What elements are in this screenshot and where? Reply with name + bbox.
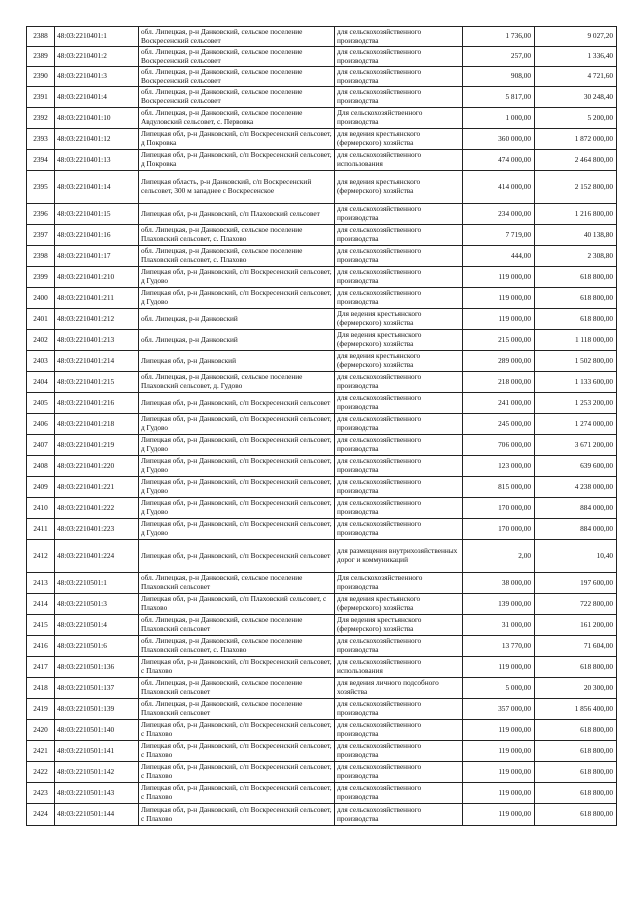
row-number: 2421: [27, 741, 55, 762]
cadastral-value: 10,40: [535, 540, 617, 573]
table-row: [27, 330, 617, 351]
cadastral-number: 48:03:2210401:218: [55, 414, 139, 435]
cadastral-value: 161 200,00: [535, 615, 617, 636]
parcel-area: 289 000,00: [463, 351, 535, 372]
row-number: 2422: [27, 762, 55, 783]
parcel-area: 218 000,00: [463, 372, 535, 393]
parcel-area: 1 736,00: [463, 27, 535, 47]
parcel-area: 5 000,00: [463, 678, 535, 699]
parcel-area: 706 000,00: [463, 435, 535, 456]
parcel-address: обл. Липецкая, р-н Данковский, сельское поселение Плаховский сельсовет: [139, 573, 335, 594]
parcel-address: Липецкая обл, р-н Данковский, с/п Воскресенский сельсовет, с Плахово: [139, 741, 335, 762]
table-row: [27, 47, 617, 67]
table-row: [27, 477, 617, 498]
parcel-area: 119 000,00: [463, 783, 535, 804]
parcel-address: обл. Липецкая, р-н Данковский, сельское поселение Воскресенский сельсовет: [139, 87, 335, 108]
permitted-use: для сельскохозяйственного производства: [335, 87, 463, 108]
table-row: [27, 414, 617, 435]
cadastral-value: 1 274 000,00: [535, 414, 617, 435]
parcel-address: Липецкая обл, р-н Данковский, с/п Воскресенский сельсовет, с Плахово: [139, 804, 335, 826]
cadastral-number: 48:03:2210501:4: [55, 615, 139, 636]
parcel-address: Липецкая обл, р-н Данковский, с/п Воскресенский сельсовет, д Гудово: [139, 435, 335, 456]
parcel-area: 119 000,00: [463, 804, 535, 826]
cadastral-number: 48:03:2210401:213: [55, 330, 139, 351]
parcel-area: 234 000,00: [463, 204, 535, 225]
row-number: 2405: [27, 393, 55, 414]
permitted-use: для сельскохозяйственного производства: [335, 720, 463, 741]
table-row: [27, 573, 617, 594]
parcel-area: 215 000,00: [463, 330, 535, 351]
permitted-use: для сельскохозяйственного использования: [335, 150, 463, 171]
cadastral-number: 48:03:2210401:2: [55, 47, 139, 67]
table-row: [27, 540, 617, 573]
parcel-area: 38 000,00: [463, 573, 535, 594]
cadastral-number: 48:03:2210501:3: [55, 594, 139, 615]
parcel-address: Липецкая обл, р-н Данковский, с/п Воскресенский сельсовет: [139, 540, 335, 573]
permitted-use: для сельскохозяйственного использования: [335, 657, 463, 678]
row-number: 2411: [27, 519, 55, 540]
row-number: 2415: [27, 615, 55, 636]
row-number: 2393: [27, 129, 55, 150]
cadastral-number: 48:03:2210501:140: [55, 720, 139, 741]
row-number: 2394: [27, 150, 55, 171]
table-row: [27, 27, 617, 47]
permitted-use: для сельскохозяйственного производства: [335, 699, 463, 720]
cadastral-value: 3 671 200,00: [535, 435, 617, 456]
cadastral-value: 5 200,00: [535, 108, 617, 129]
parcel-area: 119 000,00: [463, 267, 535, 288]
cadastral-value: 1 118 000,00: [535, 330, 617, 351]
permitted-use: для сельскохозяйственного производства: [335, 246, 463, 267]
parcel-address: обл. Липецкая, р-н Данковский, сельское поселение Воскресенский сельсовет: [139, 47, 335, 67]
parcel-address: Липецкая обл, р-н Данковский, с/п Плаховский сельсовет, с Плахово: [139, 594, 335, 615]
permitted-use: для ведения личного подсобного хозяйства: [335, 678, 463, 699]
parcel-address: обл. Липецкая, р-н Данковский, сельское поселение Воскресенский сельсовет: [139, 67, 335, 87]
row-number: 2407: [27, 435, 55, 456]
parcel-address: Липецкая область, р-н Данковский, с/п Воскресенский сельсовет, 300 м западнее с Воскресенское: [139, 171, 335, 204]
parcel-area: 257,00: [463, 47, 535, 67]
parcel-address: Липецкая обл, р-н Данковский, с/п Воскресенский сельсовет, д Гудово: [139, 456, 335, 477]
table-row: [27, 657, 617, 678]
permitted-use: для сельскохозяйственного производства: [335, 47, 463, 67]
cadastral-number: 48:03:2210401:17: [55, 246, 139, 267]
permitted-use: Для ведения крестьянского (фермерского) хозяйства: [335, 309, 463, 330]
cadastral-number: 48:03:2210401:3: [55, 67, 139, 87]
permitted-use: для сельскохозяйственного производства: [335, 288, 463, 309]
parcel-address: обл. Липецкая, р-н Данковский, сельское поселение Плаховский сельсовет, с. Плахово: [139, 246, 335, 267]
table-row: [27, 393, 617, 414]
cadastral-value: 618 800,00: [535, 741, 617, 762]
permitted-use: для сельскохозяйственного производства: [335, 435, 463, 456]
permitted-use: для сельскохозяйственного производства: [335, 741, 463, 762]
permitted-use: для сельскохозяйственного производства: [335, 477, 463, 498]
cadastral-value: 639 600,00: [535, 456, 617, 477]
row-number: 2397: [27, 225, 55, 246]
permitted-use: для ведения крестьянского (фермерского) хозяйства: [335, 351, 463, 372]
table-row: [27, 372, 617, 393]
parcel-address: обл. Липецкая, р-н Данковский, сельское поселение Плаховский сельсовет, д. Гудово: [139, 372, 335, 393]
row-number: 2408: [27, 456, 55, 477]
cadastral-number: 48:03:2210501:139: [55, 699, 139, 720]
parcel-area: 360 000,00: [463, 129, 535, 150]
row-number: 2424: [27, 804, 55, 826]
cadastral-value: 71 604,00: [535, 636, 617, 657]
cadastral-value: 618 800,00: [535, 309, 617, 330]
parcel-address: обл. Липецкая, р-н Данковский, сельское поселение Плаховский сельсовет: [139, 678, 335, 699]
table-row: [27, 783, 617, 804]
cadastral-number: 48:03:2210401:220: [55, 456, 139, 477]
parcel-address: Липецкая обл, р-н Данковский, с/п Воскресенский сельсовет, с Плахово: [139, 720, 335, 741]
parcel-address: Липецкая обл, р-н Данковский, с/п Воскресенский сельсовет, д Гудово: [139, 288, 335, 309]
land-parcels-table: [26, 26, 617, 826]
row-number: 2412: [27, 540, 55, 573]
cadastral-value: 1 336,40: [535, 47, 617, 67]
permitted-use: для сельскохозяйственного производства: [335, 519, 463, 540]
parcel-area: 444,00: [463, 246, 535, 267]
row-number: 2403: [27, 351, 55, 372]
table-row: [27, 87, 617, 108]
table-row: [27, 699, 617, 720]
table-row: [27, 129, 617, 150]
row-number: 2410: [27, 498, 55, 519]
permitted-use: для сельскохозяйственного производства: [335, 636, 463, 657]
permitted-use: для ведения крестьянского (фермерского) хозяйства: [335, 171, 463, 204]
cadastral-value: 4 238 000,00: [535, 477, 617, 498]
parcel-address: обл. Липецкая, р-н Данковский, сельское поселение Воскресенский сельсовет: [139, 27, 335, 47]
table-row: [27, 498, 617, 519]
cadastral-number: 48:03:2210401:223: [55, 519, 139, 540]
cadastral-value: 884 000,00: [535, 498, 617, 519]
parcel-area: 245 000,00: [463, 414, 535, 435]
permitted-use: Для сельскохозяйственного производства: [335, 108, 463, 129]
cadastral-number: 48:03:2210401:222: [55, 498, 139, 519]
permitted-use: для сельскохозяйственного производства: [335, 498, 463, 519]
cadastral-number: 48:03:2210401:219: [55, 435, 139, 456]
permitted-use: для сельскохозяйственного производства: [335, 804, 463, 826]
cadastral-value: 9 027,20: [535, 27, 617, 47]
parcel-area: 357 000,00: [463, 699, 535, 720]
parcel-area: 241 000,00: [463, 393, 535, 414]
row-number: 2420: [27, 720, 55, 741]
parcel-address: Липецкая обл, р-н Данковский, с/п Воскресенский сельсовет, д Покровка: [139, 129, 335, 150]
table-row: [27, 204, 617, 225]
cadastral-value: 1 872 000,00: [535, 129, 617, 150]
table-row: [27, 741, 617, 762]
table-row: [27, 615, 617, 636]
parcel-address: Липецкая обл, р-н Данковский, с/п Воскресенский сельсовет, д Гудово: [139, 267, 335, 288]
row-number: 2406: [27, 414, 55, 435]
parcel-area: 7 719,00: [463, 225, 535, 246]
cadastral-number: 48:03:2210401:215: [55, 372, 139, 393]
parcel-area: 1 000,00: [463, 108, 535, 129]
cadastral-number: 48:03:2210401:210: [55, 267, 139, 288]
cadastral-number: 48:03:2210401:13: [55, 150, 139, 171]
cadastral-number: 48:03:2210401:212: [55, 309, 139, 330]
table-row: [27, 594, 617, 615]
table-row: [27, 309, 617, 330]
parcel-address: Липецкая обл, р-н Данковский, с/п Воскресенский сельсовет, д Гудово: [139, 519, 335, 540]
row-number: 2417: [27, 657, 55, 678]
parcel-address: обл. Липецкая, р-н Данковский, сельское поселение Плаховский сельсовет, с. Плахово: [139, 225, 335, 246]
permitted-use: для сельскохозяйственного производства: [335, 225, 463, 246]
cadastral-value: 618 800,00: [535, 783, 617, 804]
permitted-use: для сельскохозяйственного производства: [335, 67, 463, 87]
table-row: [27, 108, 617, 129]
row-number: 2389: [27, 47, 55, 67]
parcel-area: 31 000,00: [463, 615, 535, 636]
cadastral-number: 48:03:2210401:216: [55, 393, 139, 414]
parcel-area: 13 770,00: [463, 636, 535, 657]
parcel-address: обл. Липецкая, р-н Данковский, сельское поселение Плаховский сельсовет, с. Плахово: [139, 636, 335, 657]
table-body: [27, 27, 617, 826]
row-number: 2395: [27, 171, 55, 204]
permitted-use: для сельскохозяйственного производства: [335, 27, 463, 47]
cadastral-value: 2 464 800,00: [535, 150, 617, 171]
cadastral-number: 48:03:2210401:4: [55, 87, 139, 108]
parcel-area: 119 000,00: [463, 741, 535, 762]
row-number: 2399: [27, 267, 55, 288]
cadastral-number: 48:03:2210401:14: [55, 171, 139, 204]
cadastral-number: 48:03:2210501:6: [55, 636, 139, 657]
table-row: [27, 720, 617, 741]
table-row: [27, 150, 617, 171]
permitted-use: для размещения внутрихозяйственных дорог и коммуникаций: [335, 540, 463, 573]
parcel-area: 119 000,00: [463, 288, 535, 309]
row-number: 2388: [27, 27, 55, 47]
row-number: 2391: [27, 87, 55, 108]
cadastral-value: 20 300,00: [535, 678, 617, 699]
permitted-use: для ведения крестьянского (фермерского) хозяйства: [335, 594, 463, 615]
cadastral-value: 30 248,40: [535, 87, 617, 108]
cadastral-number: 48:03:2210401:1: [55, 27, 139, 47]
table-row: [27, 67, 617, 87]
cadastral-number: 48:03:2210401:16: [55, 225, 139, 246]
parcel-address: Липецкая обл, р-н Данковский, с/п Воскресенский сельсовет, с Плахово: [139, 762, 335, 783]
row-number: 2392: [27, 108, 55, 129]
parcel-address: Липецкая обл, р-н Данковский, с/п Воскресенский сельсовет, д Гудово: [139, 498, 335, 519]
cadastral-value: 1 502 800,00: [535, 351, 617, 372]
cadastral-value: 1 133 600,00: [535, 372, 617, 393]
cadastral-value: 722 800,00: [535, 594, 617, 615]
cadastral-value: 2 152 800,00: [535, 171, 617, 204]
permitted-use: Для ведения крестьянского (фермерского) хозяйства: [335, 330, 463, 351]
parcel-address: Липецкая обл, р-н Данковский: [139, 351, 335, 372]
parcel-address: обл. Липецкая, р-н Данковский, сельское поселение Плаховский сельсовет: [139, 615, 335, 636]
row-number: 2390: [27, 67, 55, 87]
cadastral-number: 48:03:2210501:142: [55, 762, 139, 783]
cadastral-number: 48:03:2210501:1: [55, 573, 139, 594]
table-row: [27, 171, 617, 204]
parcel-area: 119 000,00: [463, 309, 535, 330]
table-row: [27, 636, 617, 657]
cadastral-value: 40 138,80: [535, 225, 617, 246]
cadastral-value: 1 216 800,00: [535, 204, 617, 225]
parcel-address: обл. Липецкая, р-н Данковский: [139, 309, 335, 330]
cadastral-value: 2 308,80: [535, 246, 617, 267]
parcel-address: Липецкая обл, р-н Данковский, с/п Воскресенский сельсовет, д Гудово: [139, 477, 335, 498]
cadastral-number: 48:03:2210401:221: [55, 477, 139, 498]
cadastral-number: 48:03:2210501:136: [55, 657, 139, 678]
cadastral-value: 4 721,60: [535, 67, 617, 87]
cadastral-value: 197 600,00: [535, 573, 617, 594]
permitted-use: для сельскохозяйственного производства: [335, 414, 463, 435]
row-number: 2396: [27, 204, 55, 225]
table-row: [27, 435, 617, 456]
row-number: 2423: [27, 783, 55, 804]
table-row: [27, 246, 617, 267]
parcel-address: Липецкая обл, р-н Данковский, с/п Плаховский сельсовет: [139, 204, 335, 225]
table-row: [27, 519, 617, 540]
table-row: [27, 351, 617, 372]
cadastral-number: 48:03:2210401:214: [55, 351, 139, 372]
parcel-address: Липецкая обл, р-н Данковский, с/п Воскресенский сельсовет: [139, 393, 335, 414]
cadastral-value: 618 800,00: [535, 267, 617, 288]
parcel-area: 414 000,00: [463, 171, 535, 204]
parcel-address: Липецкая обл, р-н Данковский, с/п Воскресенский сельсовет, д Покровка: [139, 150, 335, 171]
parcel-address: обл. Липецкая, р-н Данковский, сельское поселение Плаховский сельсовет: [139, 699, 335, 720]
row-number: 2401: [27, 309, 55, 330]
parcel-area: 119 000,00: [463, 657, 535, 678]
parcel-area: 119 000,00: [463, 720, 535, 741]
row-number: 2404: [27, 372, 55, 393]
cadastral-number: 48:03:2210401:10: [55, 108, 139, 129]
cadastral-number: 48:03:2210501:137: [55, 678, 139, 699]
row-number: 2418: [27, 678, 55, 699]
cadastral-value: 1 253 200,00: [535, 393, 617, 414]
parcel-area: 139 000,00: [463, 594, 535, 615]
cadastral-number: 48:03:2210401:224: [55, 540, 139, 573]
cadastral-number: 48:03:2210401:211: [55, 288, 139, 309]
cadastral-value: 1 856 400,00: [535, 699, 617, 720]
permitted-use: для сельскохозяйственного производства: [335, 372, 463, 393]
cadastral-number: 48:03:2210501:143: [55, 783, 139, 804]
cadastral-number: 48:03:2210501:141: [55, 741, 139, 762]
row-number: 2402: [27, 330, 55, 351]
permitted-use: для сельскохозяйственного производства: [335, 456, 463, 477]
row-number: 2416: [27, 636, 55, 657]
parcel-address: обл. Липецкая, р-н Данковский, сельское поселение Авдуловский сельсовет, с. Первовка: [139, 108, 335, 129]
parcel-address: обл. Липецкая, р-н Данковский: [139, 330, 335, 351]
parcel-area: 815 000,00: [463, 477, 535, 498]
cadastral-number: 48:03:2210401:12: [55, 129, 139, 150]
parcel-area: 474 000,00: [463, 150, 535, 171]
table-row: [27, 762, 617, 783]
table-row: [27, 804, 617, 826]
row-number: 2413: [27, 573, 55, 594]
table-row: [27, 267, 617, 288]
parcel-address: Липецкая обл, р-н Данковский, с/п Воскресенский сельсовет, д Гудово: [139, 414, 335, 435]
row-number: 2414: [27, 594, 55, 615]
cadastral-number: 48:03:2210401:15: [55, 204, 139, 225]
permitted-use: Для ведения крестьянского (фермерского) хозяйства: [335, 615, 463, 636]
row-number: 2398: [27, 246, 55, 267]
table-row: [27, 456, 617, 477]
permitted-use: для сельскохозяйственного производства: [335, 783, 463, 804]
parcel-address: Липецкая обл, р-н Данковский, с/п Воскресенский сельсовет, с Плахово: [139, 657, 335, 678]
cadastral-value: 618 800,00: [535, 657, 617, 678]
cadastral-value: 618 800,00: [535, 762, 617, 783]
row-number: 2419: [27, 699, 55, 720]
permitted-use: для сельскохозяйственного производства: [335, 393, 463, 414]
parcel-area: 2,00: [463, 540, 535, 573]
permitted-use: Для сельскохозяйственного производства: [335, 573, 463, 594]
parcel-area: 170 000,00: [463, 498, 535, 519]
row-number: 2400: [27, 288, 55, 309]
permitted-use: для ведения крестьянского (фермерского) хозяйства: [335, 129, 463, 150]
permitted-use: для сельскохозяйственного производства: [335, 762, 463, 783]
parcel-area: 170 000,00: [463, 519, 535, 540]
cadastral-value: 618 800,00: [535, 804, 617, 826]
parcel-address: Липецкая обл, р-н Данковский, с/п Воскресенский сельсовет, с Плахово: [139, 783, 335, 804]
parcel-area: 908,00: [463, 67, 535, 87]
parcel-area: 5 817,00: [463, 87, 535, 108]
table-row: [27, 288, 617, 309]
table-row: [27, 678, 617, 699]
cadastral-value: 618 800,00: [535, 288, 617, 309]
parcel-area: 123 000,00: [463, 456, 535, 477]
table-row: [27, 225, 617, 246]
parcel-area: 119 000,00: [463, 762, 535, 783]
cadastral-number: 48:03:2210501:144: [55, 804, 139, 826]
row-number: 2409: [27, 477, 55, 498]
permitted-use: для сельскохозяйственного производства: [335, 267, 463, 288]
permitted-use: для сельскохозяйственного производства: [335, 204, 463, 225]
cadastral-value: 618 800,00: [535, 720, 617, 741]
cadastral-value: 884 000,00: [535, 519, 617, 540]
